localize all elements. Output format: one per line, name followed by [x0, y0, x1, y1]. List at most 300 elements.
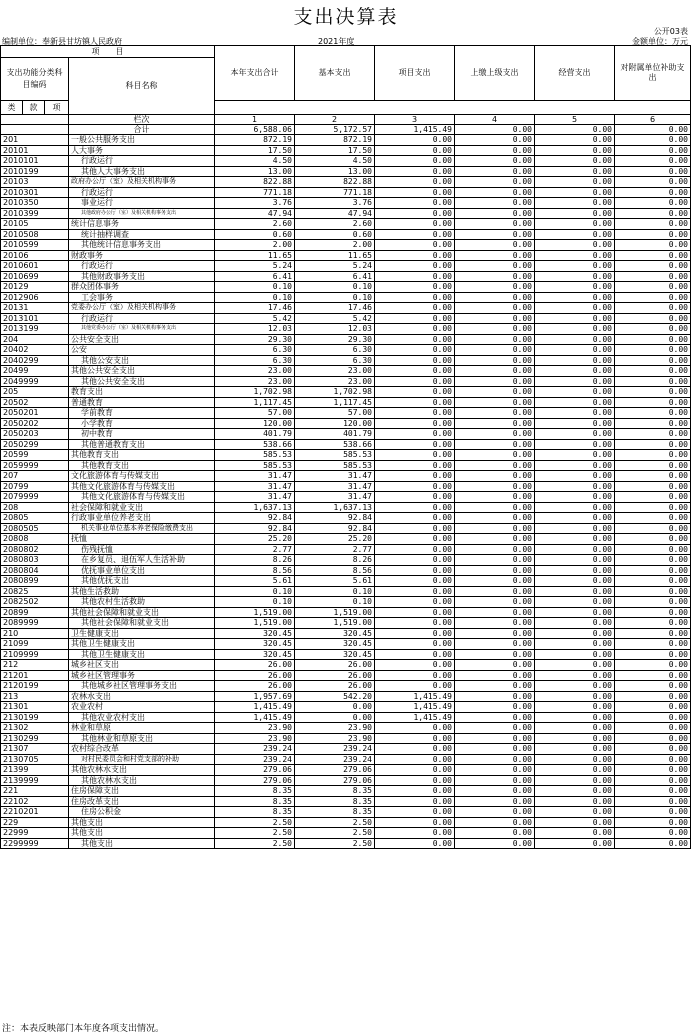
amount-cell: 0.00: [615, 607, 691, 618]
amount-cell: 0.00: [375, 534, 455, 545]
amount-cell: 2.60: [215, 219, 295, 230]
subject-name: 人大事务: [69, 145, 215, 156]
subject-code: 21099: [1, 639, 69, 650]
amount-cell: 12.03: [295, 324, 375, 335]
amount-cell: 0.00: [535, 355, 615, 366]
amount-cell: 0.00: [615, 628, 691, 639]
amount-cell: 0.00: [455, 649, 535, 660]
amount-cell: 0.00: [375, 765, 455, 776]
table-row: [1, 775, 691, 786]
amount-cell: 2.50: [215, 838, 295, 849]
amount-cell: 0.00: [615, 219, 691, 230]
amount-cell: 0.00: [615, 555, 691, 566]
amount-cell: 0.00: [535, 429, 615, 440]
amount-cell: 0.00: [455, 471, 535, 482]
subject-code: 20131: [1, 303, 69, 314]
subject-code: 2010699: [1, 271, 69, 282]
amount-cell: 0.00: [535, 807, 615, 818]
amount-cell: 0.00: [375, 313, 455, 324]
amount-cell: 0.00: [615, 702, 691, 713]
amount-cell: 3.76: [215, 198, 295, 209]
amount-cell: 0.00: [375, 544, 455, 555]
subject-name: 其他统计信息事务支出: [69, 240, 215, 251]
table-row: [1, 754, 691, 765]
code-group-header: 支出功能分类科目编码: [1, 58, 69, 101]
amount-cell: 0.00: [375, 187, 455, 198]
amount-cell: 120.00: [295, 418, 375, 429]
amount-cell: 0.00: [535, 618, 615, 629]
amount-cell: 0.00: [455, 534, 535, 545]
subject-code: 2079999: [1, 492, 69, 503]
subject-code: 20799: [1, 481, 69, 492]
table-row: [1, 565, 691, 576]
subject-code: 2080505: [1, 523, 69, 534]
amount-cell: 0.00: [375, 723, 455, 734]
amount-cell: 0.00: [615, 754, 691, 765]
subject-code: 210: [1, 628, 69, 639]
amount-cell: 0.00: [455, 628, 535, 639]
amount-cell: 5.61: [295, 576, 375, 587]
amount-cell: 872.19: [295, 135, 375, 146]
subject-code: 2120199: [1, 681, 69, 692]
amount-cell: 0.00: [375, 177, 455, 188]
amount-cell: 47.94: [215, 208, 295, 219]
subject-name: 其他农林水支出: [69, 765, 215, 776]
amount-cell: 0.00: [615, 649, 691, 660]
compiling-unit: 编制单位：奉新县甘坊镇人民政府: [2, 37, 122, 46]
table-row: [1, 345, 691, 356]
subject-name: 统计信息事务: [69, 219, 215, 230]
subject-code: 21201: [1, 670, 69, 681]
amount-cell: 0.00: [615, 250, 691, 261]
subject-name: 其他普通教育支出: [69, 439, 215, 450]
subject-code: 2013199: [1, 324, 69, 335]
amount-cell: 0.00: [535, 292, 615, 303]
amount-cell: 0.00: [615, 691, 691, 702]
table-row: [1, 376, 691, 387]
subject-code: 20101: [1, 145, 69, 156]
amount-cell: 0.00: [455, 187, 535, 198]
subject-code: 2010508: [1, 229, 69, 240]
table-row: [1, 544, 691, 555]
amount-cell: 0.00: [375, 376, 455, 387]
amount-cell: 25.20: [215, 534, 295, 545]
amount-cell: 0.00: [375, 240, 455, 251]
col-index: 4: [455, 115, 535, 125]
amount-cell: 0.00: [535, 439, 615, 450]
col-index: 1: [215, 115, 295, 125]
amount-cell: 0.00: [375, 481, 455, 492]
table-row: [1, 303, 691, 314]
amount-cell: 0.10: [215, 597, 295, 608]
amount-cell: 0.00: [375, 166, 455, 177]
amount-cell: 0.00: [535, 324, 615, 335]
amount-cell: 0.00: [375, 397, 455, 408]
amount-cell: 0.00: [455, 670, 535, 681]
amount-cell: 0.00: [455, 502, 535, 513]
amount-cell: 0.00: [615, 597, 691, 608]
amount-cell: 0.00: [455, 156, 535, 167]
amount-cell: 5.61: [215, 576, 295, 587]
amount-cell: 320.45: [215, 649, 295, 660]
subject-name: 伤残抚恤: [69, 544, 215, 555]
amount-cell: 0.00: [615, 303, 691, 314]
amount-cell: 822.88: [215, 177, 295, 188]
col-index: 3: [375, 115, 455, 125]
amount-cell: 8.35: [295, 796, 375, 807]
amount-cell: 0.00: [375, 670, 455, 681]
subject-name: 其他党委办公厅（室）及相关机构事务支出: [69, 324, 215, 335]
amount-cell: 0.00: [375, 450, 455, 461]
amount-cell: 1,519.00: [215, 618, 295, 629]
amount-cell: 0.00: [615, 156, 691, 167]
amount-cell: 0.00: [535, 775, 615, 786]
amount-cell: 0.00: [615, 460, 691, 471]
subject-name: 公共安全支出: [69, 334, 215, 345]
amount-cell: 0.00: [455, 313, 535, 324]
subject-code: 20499: [1, 366, 69, 377]
subject-name: 其他公共安全支出: [69, 366, 215, 377]
table-row: [1, 250, 691, 261]
amount-cell: 23.90: [295, 733, 375, 744]
amount-cell: 771.18: [295, 187, 375, 198]
subject-code: 2040299: [1, 355, 69, 366]
amount-cell: 0.00: [375, 355, 455, 366]
amount-cell: 1,637.13: [215, 502, 295, 513]
amount-cell: 320.45: [295, 649, 375, 660]
kuan-header: 款: [23, 101, 45, 115]
amount-cell: 0.00: [535, 240, 615, 251]
amount-cell: 0.00: [615, 450, 691, 461]
amount-cell: 92.84: [215, 523, 295, 534]
amount-cell: 6.30: [295, 355, 375, 366]
amount-cell: 0.00: [455, 744, 535, 755]
amount-cell: 0.00: [615, 712, 691, 723]
subject-code: 213: [1, 691, 69, 702]
col-header-4: 上缴上级支出: [455, 46, 535, 101]
amount-cell: 1,519.00: [295, 607, 375, 618]
amount-cell: 0.00: [455, 303, 535, 314]
amount-cell: 17.50: [215, 145, 295, 156]
amount-cell: 0.00: [615, 817, 691, 828]
amount-cell: 0.00: [615, 723, 691, 734]
amount-cell: 0.00: [535, 555, 615, 566]
col-header-5: 经营支出: [535, 46, 615, 101]
subject-code: 221: [1, 786, 69, 797]
amount-cell: 0.00: [455, 555, 535, 566]
amount-cell: 0.00: [535, 670, 615, 681]
amount-cell: 0.00: [615, 198, 691, 209]
amount-cell: 0.00: [455, 271, 535, 282]
amount-cell: 0.00: [615, 376, 691, 387]
amount-cell: 23.00: [295, 376, 375, 387]
subject-name: 其他农村生活救助: [69, 597, 215, 608]
subject-code: 204: [1, 334, 69, 345]
amount-cell: 6.41: [215, 271, 295, 282]
amount-cell: 26.00: [215, 670, 295, 681]
table-row: [1, 523, 691, 534]
subject-name: 其他公共安全支出: [69, 376, 215, 387]
amount-cell: 1,519.00: [295, 618, 375, 629]
table-row: [1, 702, 691, 713]
amount-cell: 0.00: [455, 597, 535, 608]
col-index: 2: [295, 115, 375, 125]
amount-cell: 0.00: [455, 219, 535, 230]
subject-name: 其他社会保障和就业支出: [69, 618, 215, 629]
amount-cell: 8.35: [295, 807, 375, 818]
subject-name: 其他社会保障和就业支出: [69, 607, 215, 618]
subject-code: 2130299: [1, 733, 69, 744]
subject-code: 22102: [1, 796, 69, 807]
amount-cell: 0.00: [455, 345, 535, 356]
amount-cell: 0.00: [375, 744, 455, 755]
table-row: [1, 786, 691, 797]
amount-cell: 0.00: [615, 418, 691, 429]
amount-cell: 0.00: [375, 156, 455, 167]
amount-cell: 0.00: [615, 765, 691, 776]
amount-cell: 239.24: [215, 754, 295, 765]
col-header-2: 基本支出: [295, 46, 375, 101]
amount-cell: 0.00: [375, 502, 455, 513]
amount-cell: 2.50: [295, 817, 375, 828]
amount-cell: 5.24: [295, 261, 375, 272]
amount-cell: 57.00: [215, 408, 295, 419]
amount-cell: 0.00: [535, 261, 615, 272]
amount-cell: 0.00: [615, 166, 691, 177]
subject-code: 20599: [1, 450, 69, 461]
amount-cell: 0.00: [375, 198, 455, 209]
amount-cell: 0.00: [615, 838, 691, 849]
amount-cell: 1,519.00: [215, 607, 295, 618]
table-row: [1, 187, 691, 198]
subject-name: 财政事务: [69, 250, 215, 261]
amount-cell: 2.50: [215, 817, 295, 828]
amount-cell: 0.60: [295, 229, 375, 240]
amount-cell: 29.30: [215, 334, 295, 345]
amount-cell: 31.47: [215, 492, 295, 503]
amount-cell: 1,415.49: [215, 702, 295, 713]
amount-cell: 4.50: [295, 156, 375, 167]
amount-cell: 0.00: [455, 450, 535, 461]
amount-cell: 1,957.69: [215, 691, 295, 702]
amount-cell: 0.00: [615, 513, 691, 524]
amount-cell: 0.00: [535, 565, 615, 576]
subject-code: 20106: [1, 250, 69, 261]
amount-cell: 2.50: [295, 828, 375, 839]
amount-cell: 0.00: [375, 576, 455, 587]
total-value: 0.00: [615, 125, 691, 135]
subject-code: 201: [1, 135, 69, 146]
amount-cell: 0.00: [375, 145, 455, 156]
table-row: [1, 513, 691, 524]
amount-cell: 0.00: [615, 355, 691, 366]
amount-cell: 0.00: [615, 471, 691, 482]
table-row: [1, 219, 691, 230]
amount-cell: 0.00: [455, 492, 535, 503]
amount-cell: 0.00: [375, 429, 455, 440]
subject-name: 优抚事业单位支出: [69, 565, 215, 576]
table-row: [1, 733, 691, 744]
amount-cell: 0.00: [455, 523, 535, 534]
table-row: [1, 649, 691, 660]
amount-cell: 0.00: [375, 628, 455, 639]
amount-cell: 0.00: [375, 282, 455, 293]
amount-cell: 0.00: [455, 733, 535, 744]
amount-cell: 0.00: [535, 376, 615, 387]
amount-cell: 31.47: [215, 471, 295, 482]
amount-cell: 0.10: [215, 292, 295, 303]
subject-name: 行政运行: [69, 261, 215, 272]
amount-cell: 4.50: [215, 156, 295, 167]
amount-cell: 0.00: [615, 387, 691, 398]
amount-cell: 13.00: [215, 166, 295, 177]
amount-cell: 0.00: [535, 219, 615, 230]
subject-code: 208: [1, 502, 69, 513]
amount-cell: 26.00: [215, 660, 295, 671]
subject-name: 卫生健康支出: [69, 628, 215, 639]
amount-cell: 0.00: [535, 471, 615, 482]
amount-cell: 11.65: [295, 250, 375, 261]
subject-name: 其他财政事务支出: [69, 271, 215, 282]
amount-cell: 1,117.45: [295, 397, 375, 408]
amount-cell: 0.00: [455, 691, 535, 702]
amount-cell: 0.00: [375, 460, 455, 471]
amount-cell: 0.00: [615, 135, 691, 146]
amount-cell: 2.00: [295, 240, 375, 251]
amount-cell: 0.00: [535, 345, 615, 356]
amount-cell: 0.00: [375, 817, 455, 828]
amount-cell: 0.00: [535, 660, 615, 671]
amount-cell: 0.00: [455, 397, 535, 408]
amount-cell: 0.00: [375, 565, 455, 576]
subject-code: 2059999: [1, 460, 69, 471]
subject-code: 20808: [1, 534, 69, 545]
amount-cell: 0.00: [535, 135, 615, 146]
amount-cell: 0.00: [535, 765, 615, 776]
subject-name: 行政运行: [69, 156, 215, 167]
subject-name: 其他教育支出: [69, 460, 215, 471]
form-number: 公开03表: [653, 27, 688, 36]
subject-name: 其他公安支出: [69, 355, 215, 366]
amount-cell: 0.00: [615, 744, 691, 755]
amount-cell: 0.00: [455, 355, 535, 366]
subject-name: 事业运行: [69, 198, 215, 209]
col-header-1: 本年支出合计: [215, 46, 295, 101]
table-row: [1, 418, 691, 429]
amount-cell: 0.00: [615, 492, 691, 503]
subject-code: 2050203: [1, 429, 69, 440]
amount-cell: 0.00: [615, 639, 691, 650]
col-header-3: 项目支出: [375, 46, 455, 101]
page-title: 支出决算表: [293, 6, 399, 28]
amount-cell: 5.42: [295, 313, 375, 324]
total-value: 6,588.06: [215, 125, 295, 135]
amount-cell: 8.35: [215, 786, 295, 797]
table-row: [1, 229, 691, 240]
subject-code: 2010601: [1, 261, 69, 272]
table-row: [1, 492, 691, 503]
amount-cell: 0.00: [615, 240, 691, 251]
subject-name: 农业农村: [69, 702, 215, 713]
amount-cell: 8.56: [215, 565, 295, 576]
table-row: [1, 166, 691, 177]
amount-cell: 3.76: [295, 198, 375, 209]
subject-code: 2299999: [1, 838, 69, 849]
amount-cell: 872.19: [215, 135, 295, 146]
amount-cell: 1,415.49: [375, 691, 455, 702]
amount-cell: 92.84: [295, 513, 375, 524]
amount-cell: 5.42: [215, 313, 295, 324]
table-row: [1, 261, 691, 272]
amount-cell: 0.00: [375, 492, 455, 503]
amount-cell: 0.00: [535, 681, 615, 692]
lei-header: 类: [1, 101, 23, 115]
amount-cell: 92.84: [215, 513, 295, 524]
amount-cell: 0.00: [615, 282, 691, 293]
subject-name: 其他支出: [69, 838, 215, 849]
subject-name: 林业和草原: [69, 723, 215, 734]
amount-cell: 0.00: [535, 460, 615, 471]
subject-code: 20402: [1, 345, 69, 356]
amount-cell: 0.00: [535, 586, 615, 597]
amount-cell: 239.24: [295, 744, 375, 755]
amount-cell: 0.00: [375, 660, 455, 671]
amount-cell: 0.00: [455, 513, 535, 524]
amount-cell: 0.00: [455, 408, 535, 419]
amount-cell: 0.00: [375, 229, 455, 240]
amount-cell: 0.00: [455, 702, 535, 713]
amount-cell: 320.45: [295, 639, 375, 650]
subject-name: 其他林业和草原支出: [69, 733, 215, 744]
amount-cell: 0.00: [535, 523, 615, 534]
expenditure-table: [0, 45, 691, 849]
amount-cell: 0.00: [615, 145, 691, 156]
amount-cell: 0.00: [615, 481, 691, 492]
amount-cell: 0.00: [375, 618, 455, 629]
amount-cell: 279.06: [215, 765, 295, 776]
amount-cell: 8.56: [295, 565, 375, 576]
amount-cell: 0.00: [375, 219, 455, 230]
amount-cell: 0.00: [615, 292, 691, 303]
lanci-label: 栏次: [69, 115, 215, 125]
amount-cell: 0.00: [375, 523, 455, 534]
table-row: [1, 450, 691, 461]
subject-name: 普通教育: [69, 397, 215, 408]
subject-code: 212: [1, 660, 69, 671]
table-row: [1, 628, 691, 639]
amount-cell: 585.53: [215, 460, 295, 471]
amount-cell: 26.00: [215, 681, 295, 692]
amount-cell: 0.00: [375, 292, 455, 303]
subject-name: 教育支出: [69, 387, 215, 398]
amount-cell: 0.00: [535, 492, 615, 503]
amount-cell: 0.00: [455, 250, 535, 261]
amount-cell: 0.00: [615, 544, 691, 555]
amount-cell: 0.00: [375, 681, 455, 692]
subject-name: 统计抽样调查: [69, 229, 215, 240]
table-row: [1, 481, 691, 492]
subject-code: 2080899: [1, 576, 69, 587]
subject-code: 2082502: [1, 597, 69, 608]
subject-code: 21301: [1, 702, 69, 713]
amount-cell: 17.46: [215, 303, 295, 314]
amount-cell: 0.10: [295, 292, 375, 303]
amount-cell: 0.00: [455, 439, 535, 450]
amount-cell: 0.00: [535, 639, 615, 650]
amount-cell: 0.00: [375, 471, 455, 482]
table-row: [1, 460, 691, 471]
amount-cell: 538.66: [215, 439, 295, 450]
